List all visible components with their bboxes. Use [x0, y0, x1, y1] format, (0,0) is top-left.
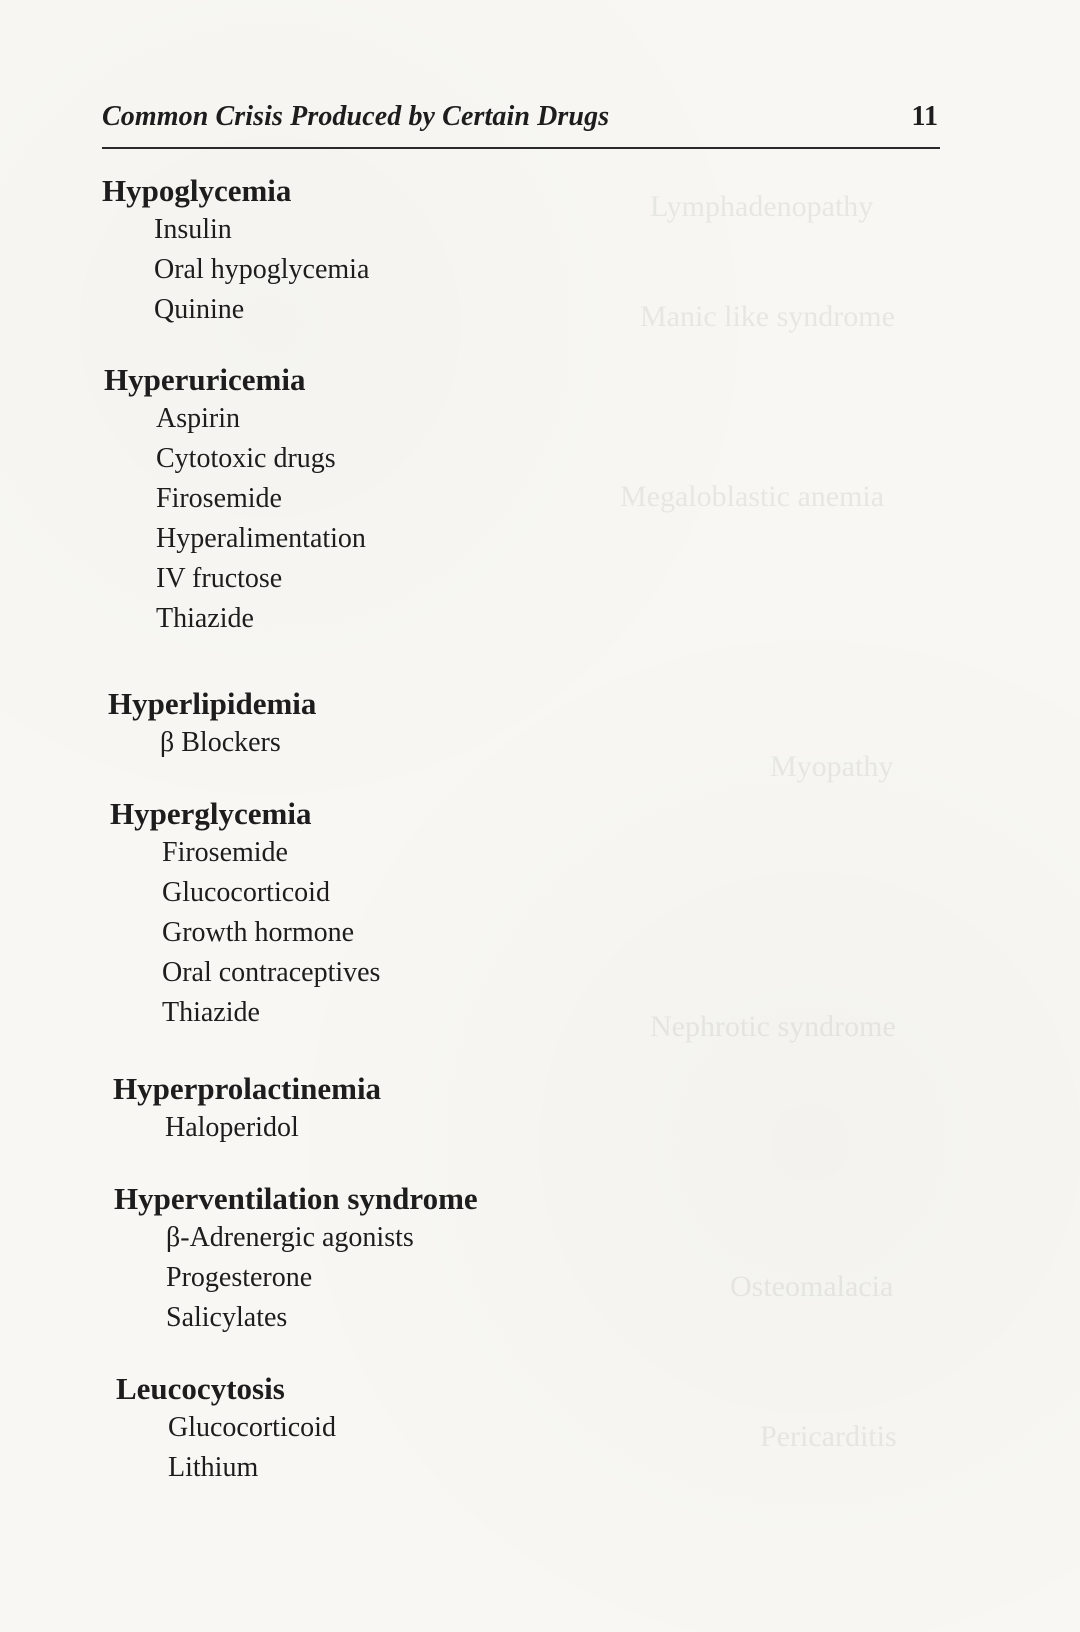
drug-item: Haloperidol — [165, 1112, 299, 1143]
section-title: Hyperglycemia — [110, 796, 312, 831]
page-title: Common Crisis Produced by Certain Drugs — [102, 101, 610, 132]
section-hyperprolactinemia — [113, 1070, 713, 1148]
show-through-text: Lymphadenopathy — [650, 190, 874, 223]
section-title: Leucocytosis — [116, 1371, 285, 1406]
drug-item: Glucocorticoid — [162, 877, 330, 908]
drug-item: Salicylates — [166, 1302, 288, 1333]
section-title: Hyperlipidemia — [108, 686, 317, 721]
show-through-text: Pericarditis — [760, 1420, 897, 1453]
drug-item: Quinine — [154, 294, 245, 325]
drug-item: Firosemide — [162, 837, 288, 868]
drug-item: Hyperalimentation — [156, 523, 366, 554]
drug-item: Growth hormone — [162, 917, 355, 948]
section-hyperventilation-syndrome — [114, 1180, 714, 1338]
drug-item: Aspirin — [156, 403, 240, 434]
page-header — [102, 101, 940, 149]
drug-item: Lithium — [168, 1452, 259, 1483]
section-title: Hypoglycemia — [102, 173, 292, 208]
drug-item: Cytotoxic drugs — [156, 443, 336, 474]
section-hypoglycemia — [102, 172, 702, 330]
drug-item: IV fructose — [156, 563, 283, 594]
show-through-text: Osteomalacia — [730, 1270, 894, 1303]
drug-item: Oral contraceptives — [162, 957, 381, 988]
show-through-text: Myopathy — [770, 750, 894, 783]
drug-item: Thiazide — [156, 603, 254, 634]
show-through-text: Manic like syndrome — [640, 300, 895, 333]
section-hyperlipidemia — [108, 685, 708, 763]
drug-item: Progesterone — [166, 1262, 313, 1293]
section-leucocytosis — [116, 1370, 716, 1488]
section-title: Hyperventilation syndrome — [114, 1181, 478, 1216]
show-through-text: Nephrotic syndrome — [650, 1010, 896, 1043]
drug-item: Insulin — [154, 214, 232, 245]
drug-item: β Blockers — [160, 727, 281, 758]
section-hyperuricemia — [104, 361, 704, 639]
section-title: Hyperuricemia — [104, 362, 306, 397]
drug-item: Glucocorticoid — [168, 1412, 336, 1443]
section-title: Hyperprolactinemia — [113, 1071, 382, 1106]
drug-item: Thiazide — [162, 997, 260, 1028]
drug-item: Firosemide — [156, 483, 282, 514]
drug-item: β-Adrenergic agonists — [166, 1222, 414, 1253]
show-through-text: Megaloblastic anemia — [620, 480, 885, 513]
section-hyperglycemia — [110, 795, 710, 1033]
drug-item: Oral hypoglycemia — [154, 254, 370, 285]
page-number: 11 — [911, 101, 938, 132]
